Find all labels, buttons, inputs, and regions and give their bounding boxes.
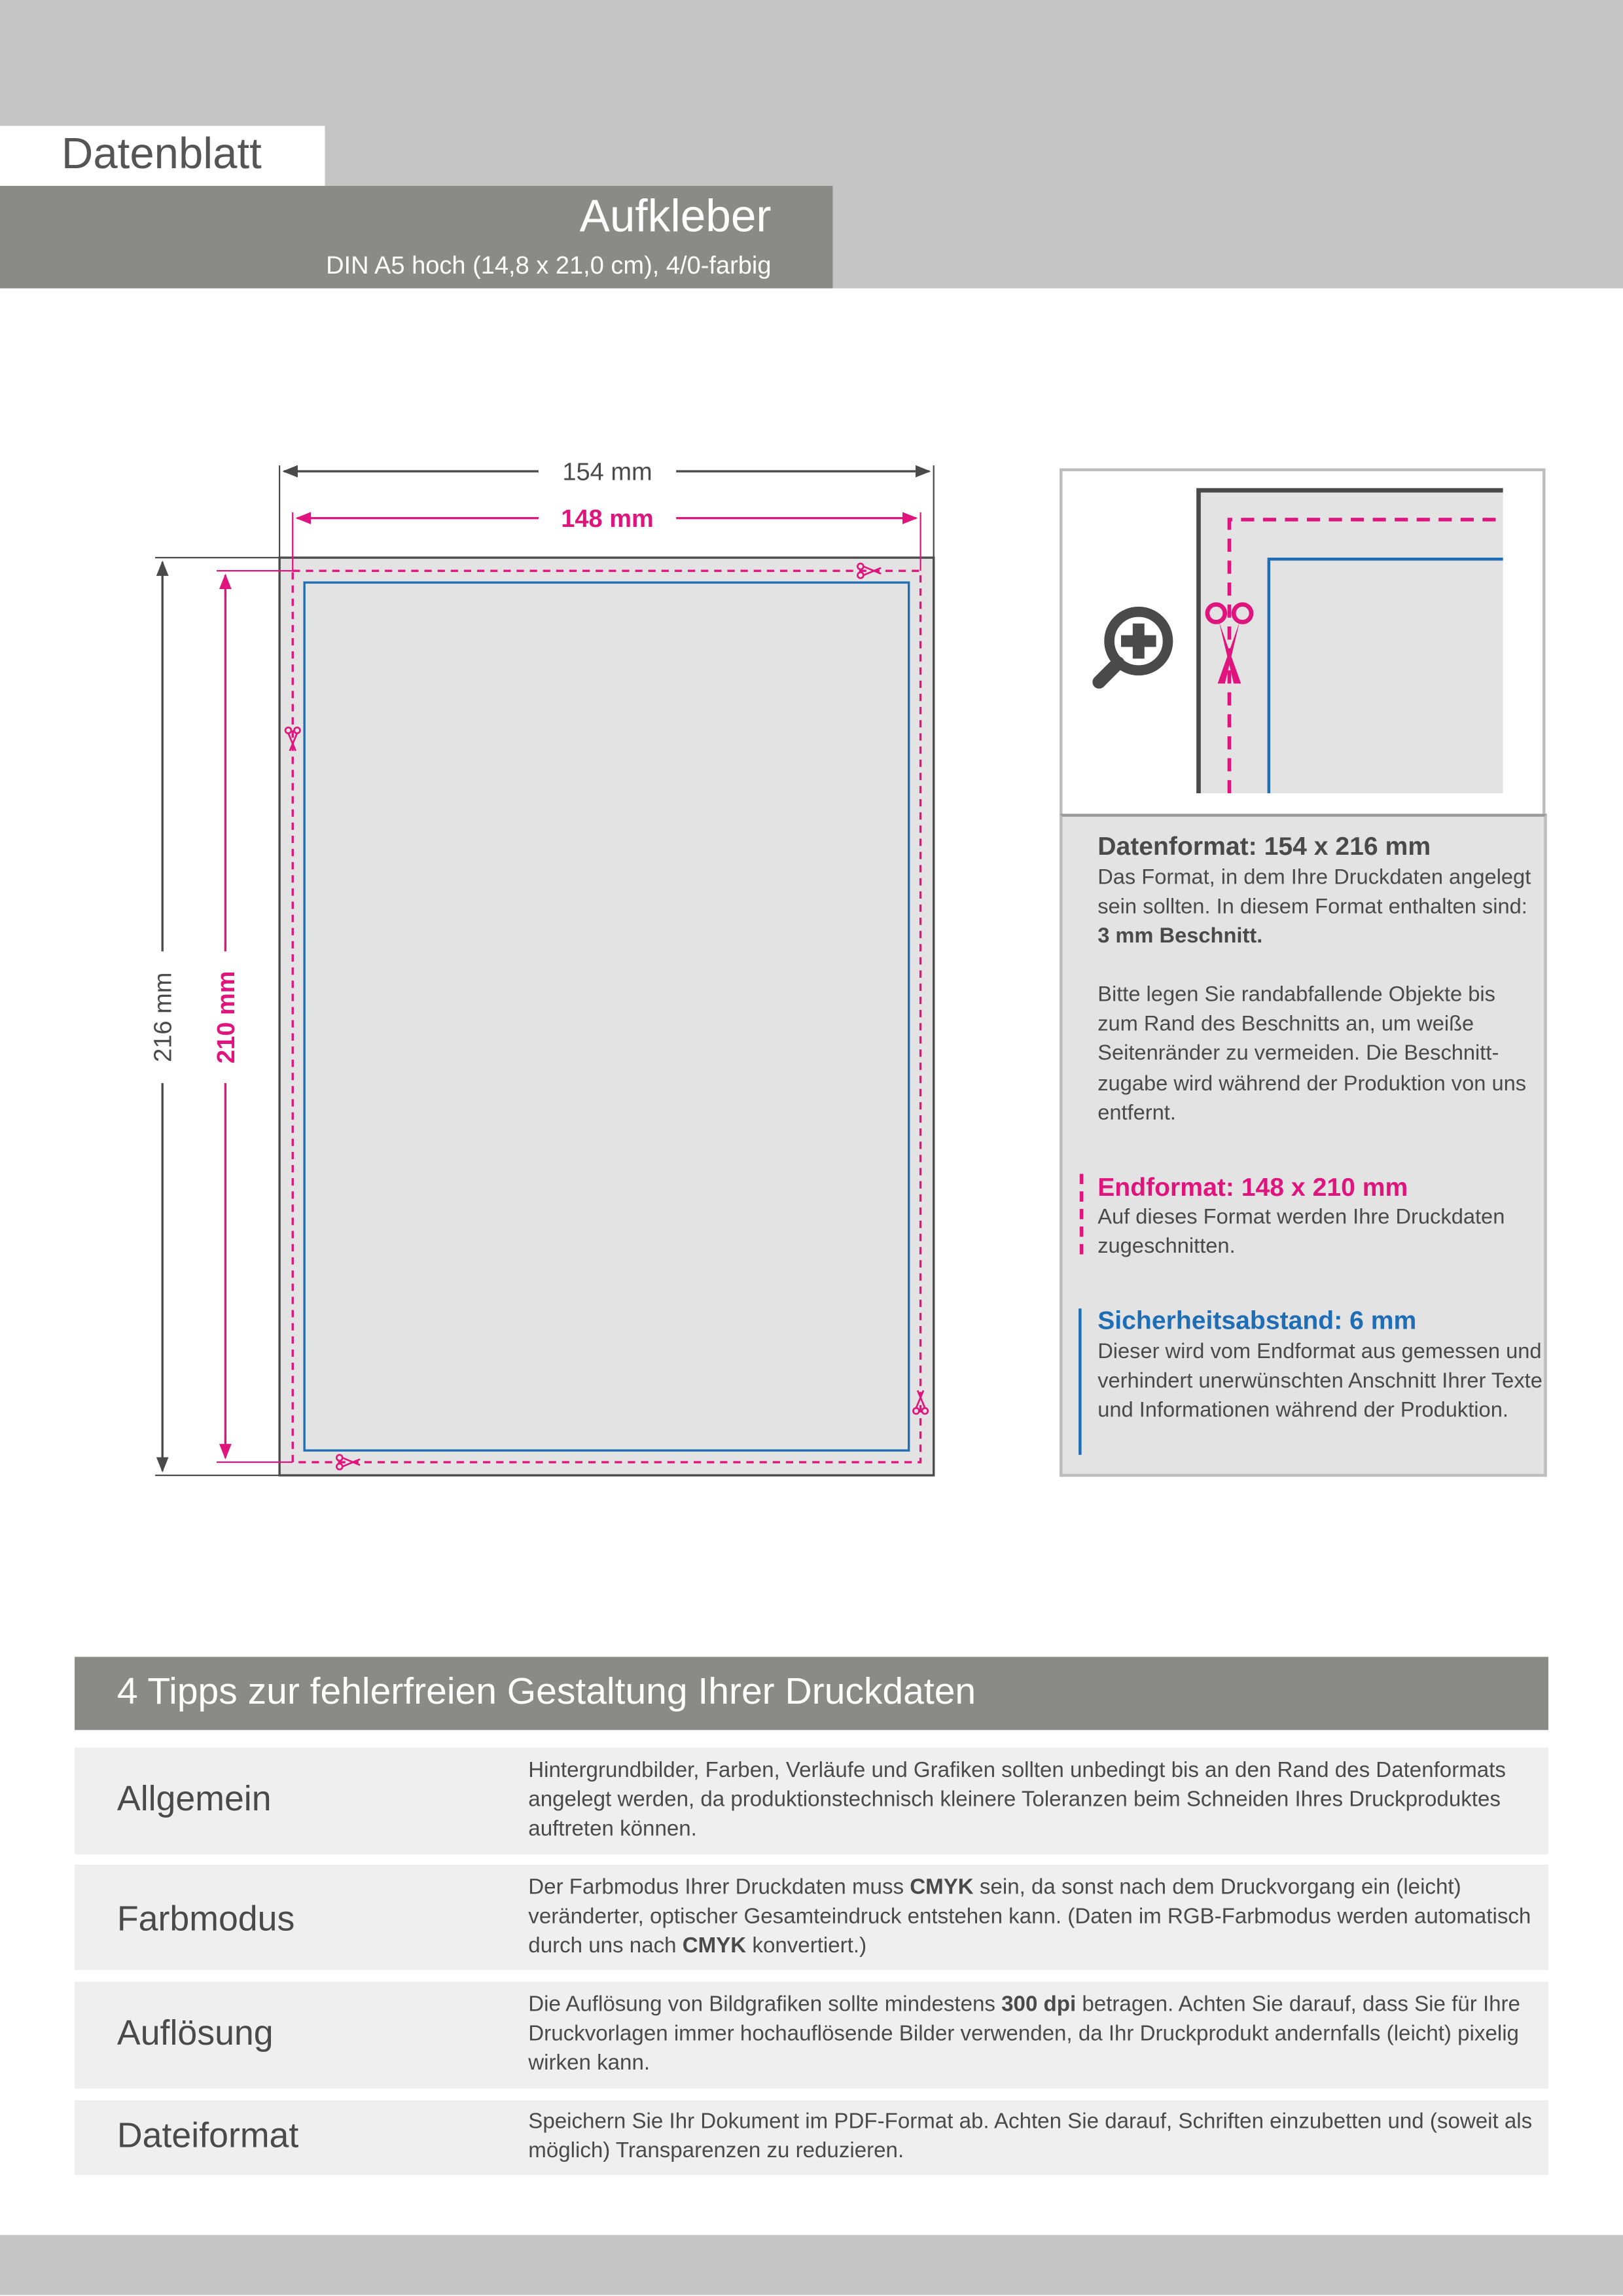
tip-label: Dateiformat xyxy=(116,2116,299,2156)
tip-text xyxy=(528,1873,1538,1962)
endformat-text: Auf dieses Format werden Ihre Druckdaten zugeschnitten. xyxy=(1097,1206,1505,1259)
tip-label: Auflösung xyxy=(116,2014,274,2054)
format-diagram xyxy=(0,0,1054,1522)
sicherheit-marker xyxy=(1079,1308,1081,1455)
dim-width-outer-label: 154 mm xyxy=(562,458,652,486)
dim-width-inner-label: 148 mm xyxy=(561,505,654,533)
endformat-marker xyxy=(1079,1174,1084,1261)
tip-text-part: sein, da sonst nach dem Druckvorgang ein (leicht) veränderter, optischer Gesamteindruck entstehen kann. (Daten im RGB-Farbmodus werden automatisch durch uns nach xyxy=(528,1876,1531,1960)
zoom-fill xyxy=(1198,490,1503,793)
tip-text-part: Speichern Sie Ihr Dokument im PDF-Format ab. Achten Sie darauf, Schriften einzubetten und (soweit als möglich) Transparenzen zu reduzieren. xyxy=(528,2110,1533,2164)
tip-text-bold: CMYK xyxy=(910,1876,974,1900)
tips-title: 4 Tipps zur fehlerfreien Gestaltung Ihrer Druckdaten xyxy=(116,1671,976,1713)
endformat-heading: Endformat: 148 x 210 mm xyxy=(1097,1172,1408,1202)
datenformat-heading: Datenformat: 154 x 216 mm xyxy=(1097,831,1431,861)
product-subtitle: DIN A5 hoch (14,8 x 21,0 cm), 4/0-farbig xyxy=(326,251,772,280)
doc-label: Datenblatt xyxy=(61,130,262,179)
tip-text-bold: CMYK xyxy=(682,1935,747,1960)
tip-text-part: konvertiert.) xyxy=(746,1935,867,1960)
beschnitt-text: Bitte legen Sie randabfallende Objekte bis zum Rand des Beschnitts an, um weiße Seitenränder zu vermeiden. Die Beschnitt-zugabe wird während der Produktion von uns entfernt. xyxy=(1097,983,1527,1126)
magnifier-plus-icon xyxy=(1099,612,1168,682)
footer-band xyxy=(0,2235,1623,2295)
product-title: Aufkleber xyxy=(579,190,772,242)
tip-label: Allgemein xyxy=(116,1780,272,1820)
tip-text-part: Der Farbmodus Ihrer Druckdaten muss xyxy=(528,1876,910,1900)
tip-row-allgemein xyxy=(75,1748,1548,1854)
tip-label: Farbmodus xyxy=(116,1899,295,1940)
tip-text xyxy=(528,1990,1538,2079)
dim-height-inner-label: 210 mm xyxy=(212,971,240,1064)
datenformat-text-body: Das Format, in dem Ihre Druckdaten angelegt sein sollten. In diesem Format enthalten sind: xyxy=(1097,866,1531,920)
zoom-detail-diagram xyxy=(1060,469,1547,814)
sicherheitsabstand-heading: Sicherheitsabstand: 6 mm xyxy=(1097,1305,1417,1335)
tip-row-dateiformat xyxy=(75,2100,1548,2175)
dim-height-outer-label: 216 mm xyxy=(149,972,177,1062)
tip-text xyxy=(528,2108,1538,2166)
datenformat-text-bold: 3 mm Beschnitt. xyxy=(1097,925,1263,949)
sicherheitsabstand-text: Dieser wird vom Endformat aus gemessen und verhindert unerwünschten Anschnitt Ihrer Texte und Informationen während der Produktion. xyxy=(1097,1340,1543,1424)
data-format-rect xyxy=(279,558,934,1475)
tip-text-bold: 300 dpi xyxy=(1001,1993,1077,2017)
tip-row-farbmodus xyxy=(75,1865,1548,1970)
tip-text-part: Die Auflösung von Bildgrafiken sollte mindestens xyxy=(528,1993,1002,2017)
datenformat-text xyxy=(1097,863,1537,952)
tip-row-aufloesung xyxy=(75,1982,1548,2089)
tip-text xyxy=(528,1757,1538,1846)
tip-text-part: Hintergrundbilder, Farben, Verläufe und Grafiken sollten unbedingt bis an den Rand des Datenformats angelegt werden, da produktionstechnisch kleinere Toleranzen beim Schneiden Ihres Druckproduktes auftreten können. xyxy=(528,1759,1506,1842)
tip-text-part: betragen. Achten Sie darauf, dass Sie für Ihre Druckvorlagen immer hochauflösende Bilder verwenden, da Ihr Druckprodukt andernfalls (leicht) pixelig wirken kann. xyxy=(528,1993,1520,2076)
